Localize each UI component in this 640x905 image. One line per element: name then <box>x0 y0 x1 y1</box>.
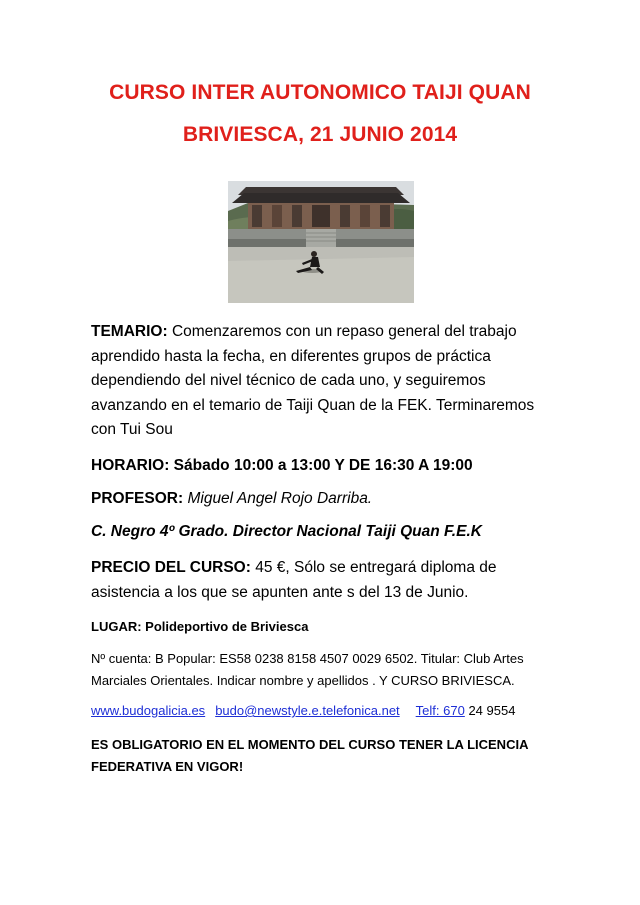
instructor-name: Miguel Angel Rojo Darriba. <box>183 490 373 507</box>
instructor-label: PROFESOR: <box>91 490 184 507</box>
instructor-rank: C. Negro 4º Grado. Director Nacional Taiji Quan F.E.K <box>91 523 482 540</box>
price-label: PRECIO DEL CURSO: <box>91 559 251 576</box>
bank-account-paragraph: Nº cuenta: B Popular: ES58 0238 8158 4507 0029 6502. Titular: Club Artes Marciales Orientales. Indicar nombre y apellidos . Y CURSO BRIVIESCA. <box>91 651 524 688</box>
schedule-line: HORARIO: Sábado 10:00 a 13:00 Y DE 16:30 A 19:00 <box>91 457 473 474</box>
syllabus-text: Comenzaremos con un repaso general del trabajo aprendido hasta la fecha, en diferentes grupos de práctica dependiendo del nivel técnico de cada uno, y seguiremos avanzando en el temario de Taiji Quan de la FEK. Terminaremos con Tui Sou <box>91 323 535 438</box>
price-text: 45 €, Sólo se entregará diploma de asistencia a los que se apunten ante s del 13 de Junio. <box>91 559 497 601</box>
contact-line <box>91 700 561 722</box>
license-notice: ES OBLIGATORIO EN EL MOMENTO DEL CURSO TENER LA LICENCIA FEDERATIVA EN VIGOR! <box>91 737 528 774</box>
page-title: CURSO INTER AUTONOMICO TAIJI QUAN <box>109 81 531 104</box>
event-date-title: BRIVIESCA, 21 JUNIO 2014 <box>182 123 458 146</box>
phone-link[interactable]: Telf: 670 <box>415 703 465 718</box>
syllabus-paragraph <box>91 320 561 443</box>
syllabus-label: TEMARIO: <box>91 323 168 340</box>
venue-line: LUGAR: Polideportivo de Briviesca <box>91 619 309 634</box>
phone-number-rest: 24 9554 <box>464 703 516 718</box>
price-paragraph <box>91 556 561 605</box>
instructor-line <box>91 487 561 512</box>
temple-photo <box>228 181 414 303</box>
email-link[interactable]: budo@newstyle.e.telefonica.net <box>215 703 400 718</box>
website-link[interactable]: www.budogalicia.es <box>91 703 206 718</box>
